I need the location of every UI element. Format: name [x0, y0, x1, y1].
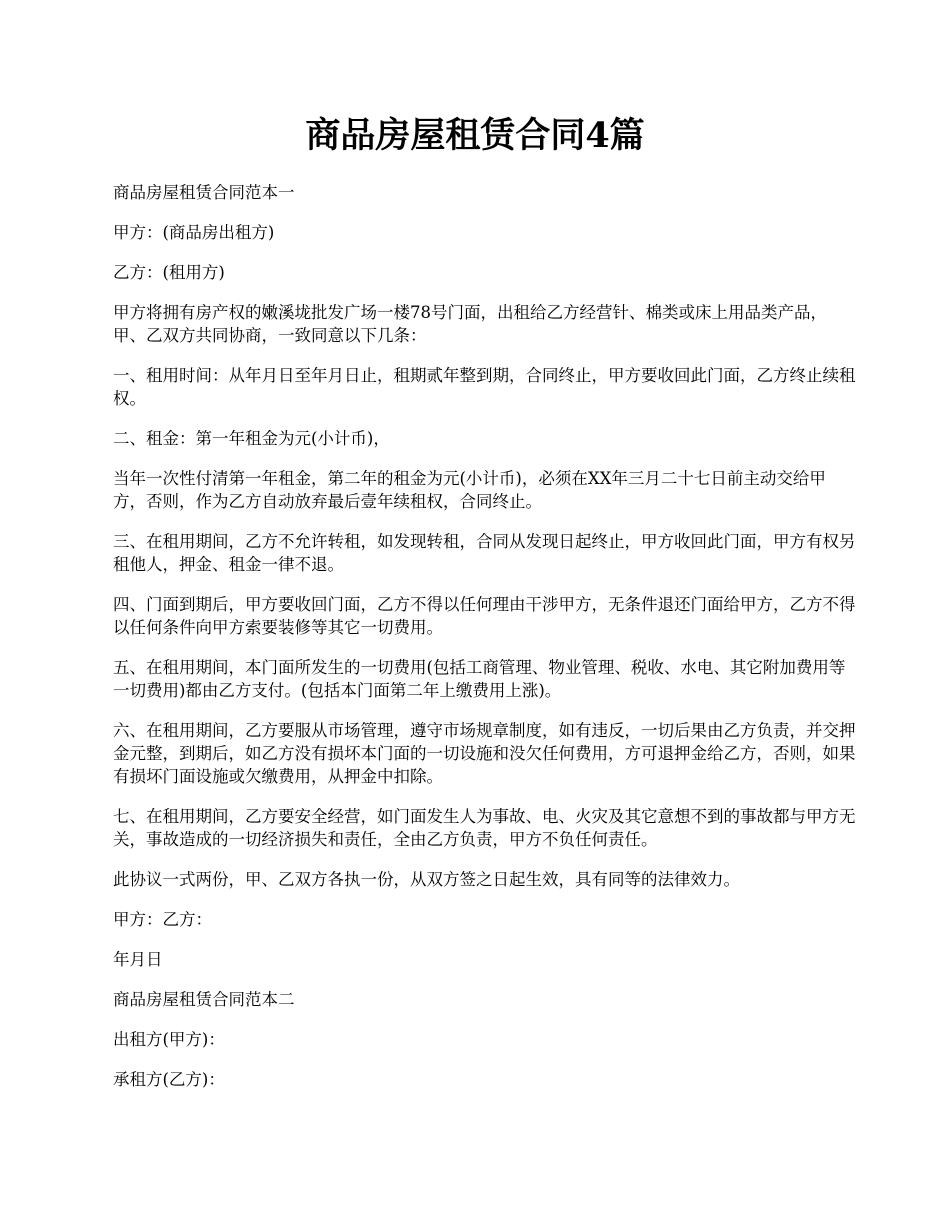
party-b-line: 乙方：(租用方) [113, 263, 225, 282]
clause-6: 六、在租用期间，乙方要服从市场管理，遵守市场规章制度，如有违反，一切后果由乙方负责，并交押金元整，到期后，如乙方没有损坏本门面的一切设施和没欠任何费用，方可退押金给乙方，否则，如果有损坏门面设施或欠缴费用，从押金中扣除。 [113, 721, 856, 786]
document-body [113, 181, 858, 1108]
section-heading-2: 商品房屋租赁合同范本二 [113, 990, 295, 1009]
clause-1: 一、租用时间：从年月日至年月日止，租期贰年整到期，合同终止，甲方要收回此门面，乙方终止续租权。 [113, 366, 856, 408]
clause-3: 三、在租用期间，乙方不允许转租，如发现转租，合同从发现日起终止，甲方收回此门面，甲方有权另租他人，押金、租金一律不退。 [113, 532, 856, 574]
clause-5: 五、在租用期间，本门面所发生的一切费用(包括工商管理、物业管理、税收、水电、其它附加费用等一切费用)都由乙方支付。(包括本门面第二年上缴费用上涨)。 [113, 658, 846, 700]
effectiveness-paragraph: 此协议一式两份，甲、乙双方各执一份，从双方签之日起生效，具有同等的法律效力。 [113, 870, 740, 889]
clause-4: 四、门面到期后，甲方要收回门面，乙方不得以任何理由干涉甲方，无条件退还门面给甲方，乙方不得以任何条件向甲方索要装修等其它一切费用。 [113, 595, 856, 637]
lessee-line: 承租方(乙方)： [113, 1070, 225, 1089]
preamble-paragraph: 甲方将拥有房产权的嫩溪垅批发广场一楼78号门面，出租给乙方经营针、棉类或床上用品类产品，甲、乙双方共同协商，一致同意以下几条： [113, 303, 827, 345]
clause-7: 七、在租用期间，乙方要安全经营，如门面发生人为事故、电、火灾及其它意想不到的事故都与甲方无关，事故造成的一切经济损失和责任，全由乙方负责，甲方不负任何责任。 [113, 807, 856, 849]
clause-2-detail: 当年一次性付清第一年租金，第二年的租金为元(小计币)，必须在XX年三月二十七日前主动交给甲方，否则，作为乙方自动放弃最后壹年续租权，合同终止。 [113, 469, 826, 511]
party-a-line: 甲方：(商品房出租方) [113, 223, 275, 242]
lessor-line: 出租方(甲方)： [113, 1030, 225, 1049]
signature-line: 甲方：乙方： [113, 910, 212, 929]
date-line: 年月日 [113, 950, 163, 969]
section-heading-1: 商品房屋租赁合同范本一 [113, 183, 295, 202]
clause-2: 二、租金：第一年租金为元(小计币)， [113, 429, 390, 448]
document-title: 商品房屋租赁合同4篇 [305, 115, 645, 156]
